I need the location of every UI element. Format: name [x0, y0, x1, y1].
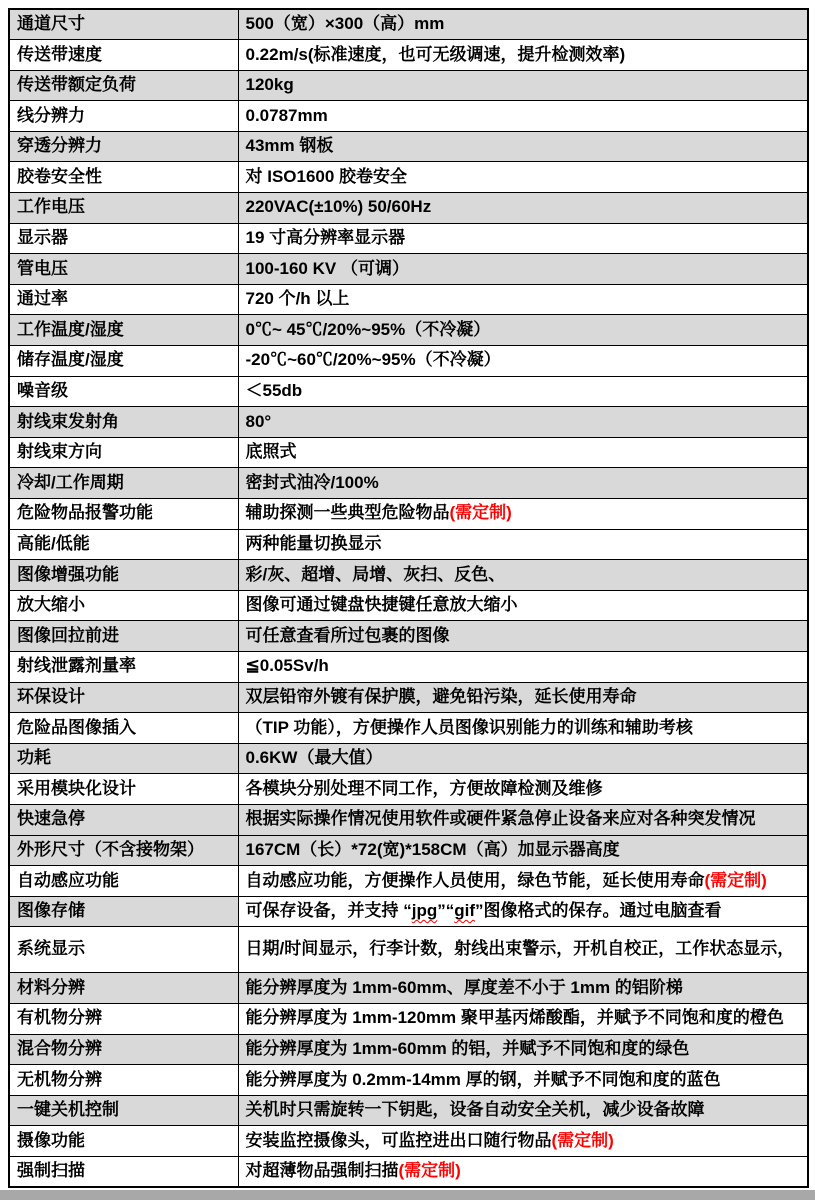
spec-label-cell: 图像存储 — [9, 896, 238, 927]
spec-value-text: 密封式油冷/100% — [245, 472, 379, 492]
table-row — [9, 651, 808, 682]
spec-label-cell: 通道尺寸 — [9, 9, 238, 40]
table-row — [9, 376, 808, 407]
spec-value-text: ”图像格式的保存。通过电脑查看 — [475, 901, 722, 921]
spec-value-text: 安装监控摄像头，可监控进出口随行物品 — [245, 1130, 552, 1150]
spec-value-cell — [238, 1126, 808, 1157]
spec-value-text: 底照式 — [245, 442, 297, 462]
spec-value-text: 0.22m/s(标准速度，也可无级调速，提升检测效率) — [245, 44, 626, 64]
spec-value-text: 自动感应功能，方便操作人员使用，绿色节能，延长使用寿命 — [245, 870, 705, 890]
spec-value-text: ”“ — [437, 901, 455, 921]
spec-value-text: 500（宽）×300（高）mm — [245, 14, 445, 34]
spec-value-cell — [238, 193, 808, 224]
spellcheck-underlined-text: jpg — [411, 901, 438, 921]
table-row — [9, 621, 808, 652]
spec-label-cell: 摄像功能 — [9, 1126, 238, 1157]
spec-value-cell — [238, 682, 808, 713]
spec-value-text: 可保存设备，并支持 “ — [245, 901, 412, 921]
spec-value-text: 辅助探测一些典型危险物品 — [245, 503, 450, 523]
table-row — [9, 193, 808, 224]
spec-label-cell: 显示器 — [9, 223, 238, 254]
table-row — [9, 866, 808, 897]
spec-value-cell — [238, 162, 808, 193]
spec-value-cell — [238, 70, 808, 101]
custom-required-note: (需定制) — [449, 503, 512, 523]
table-row — [9, 468, 808, 499]
table-row — [9, 774, 808, 805]
spec-label-cell: 工作温度/湿度 — [9, 315, 238, 346]
spec-value-cell — [238, 835, 808, 866]
spec-value-cell — [238, 499, 808, 530]
spec-label-cell: 射线束发射角 — [9, 407, 238, 438]
spec-value-text: 0.0787mm — [245, 105, 328, 125]
spec-label-cell: 管电压 — [9, 254, 238, 285]
spec-label-cell: 传送带速度 — [9, 40, 238, 71]
spec-value-cell — [238, 774, 808, 805]
table-row — [9, 284, 808, 315]
spec-value-text: 彩/灰、超增、局增、灰扫、反色、 — [245, 564, 506, 584]
table-row — [9, 973, 808, 1004]
spec-label-cell: 穿透分辨力 — [9, 131, 238, 162]
table-row — [9, 254, 808, 285]
spec-value-text: 对超薄物品强制扫描 — [245, 1161, 399, 1181]
spec-value-cell — [238, 590, 808, 621]
spec-label-cell: 冷却/工作周期 — [9, 468, 238, 499]
spec-value-cell — [238, 9, 808, 40]
page-bottom-strip — [0, 1190, 815, 1200]
spec-value-cell — [238, 101, 808, 132]
spec-label-cell: 危险物品报警功能 — [9, 499, 238, 530]
spec-label-cell: 自动感应功能 — [9, 866, 238, 897]
spec-value-text: 能分辨厚度为 1mm-120mm 聚甲基丙烯酸酯，并赋予不同饱和度的橙色 — [245, 1008, 784, 1028]
spec-label-cell: 胶卷安全性 — [9, 162, 238, 193]
spec-value-cell — [238, 1034, 808, 1065]
spec-label-cell: 快速急停 — [9, 804, 238, 835]
spec-label-cell: 图像增强功能 — [9, 560, 238, 591]
table-row — [9, 896, 808, 927]
table-row — [9, 437, 808, 468]
table-row — [9, 162, 808, 193]
spec-value-text: ＜55db — [245, 381, 303, 401]
table-row — [9, 40, 808, 71]
spellcheck-underlined-text: gif — [454, 901, 476, 921]
table-row — [9, 315, 808, 346]
spec-value-text: 对 ISO1600 胶卷安全 — [245, 166, 408, 186]
spec-value-cell — [238, 1003, 808, 1034]
table-row — [9, 1034, 808, 1065]
table-row — [9, 9, 808, 40]
spec-label-cell: 工作电压 — [9, 193, 238, 224]
table-row — [9, 1065, 808, 1096]
spec-value-text: 根据实际操作情况使用软件或硬件紧急停止设备来应对各种突发情况 — [245, 809, 756, 829]
table-row — [9, 743, 808, 774]
table-row — [9, 835, 808, 866]
spec-value-text: 167CM（长）*72(宽)*158CM（高）加显示器高度 — [245, 839, 620, 859]
spec-label-cell: 图像回拉前进 — [9, 621, 238, 652]
spec-label-cell: 外形尺寸（不含接物架） — [9, 835, 238, 866]
table-row — [9, 101, 808, 132]
table-row — [9, 223, 808, 254]
spec-value-text: 能分辨厚度为 0.2mm-14mm 厚的钢，并赋予不同饱和度的蓝色 — [245, 1069, 721, 1089]
spec-value-cell — [238, 346, 808, 377]
spec-value-cell — [238, 407, 808, 438]
spec-value-text: 43mm 钢板 — [245, 136, 334, 156]
table-row — [9, 1095, 808, 1126]
spec-value-text: 100-160 KV （可调） — [245, 258, 409, 278]
spec-value-cell — [238, 896, 808, 927]
spec-label-cell: 通过率 — [9, 284, 238, 315]
spec-value-text: 双层铅帘外镀有保护膜，避免铅污染，延长使用寿命 — [245, 686, 637, 706]
spec-value-cell — [238, 284, 808, 315]
spec-label-cell: 一键关机控制 — [9, 1095, 238, 1126]
spec-label-cell: 系统显示 — [9, 927, 238, 973]
spec-value-cell — [238, 1065, 808, 1096]
spec-label-cell: 储存温度/湿度 — [9, 346, 238, 377]
table-row — [9, 804, 808, 835]
spec-value-text: -20℃~60℃/20%~95%（不冷凝） — [245, 350, 501, 370]
spec-value-cell — [238, 713, 808, 744]
spec-value-text: 720 个/h 以上 — [245, 289, 350, 309]
spec-value-cell — [238, 560, 808, 591]
spec-value-cell — [238, 468, 808, 499]
table-row — [9, 529, 808, 560]
spec-label-cell: 射线束方向 — [9, 437, 238, 468]
spec-value-text: 19 寸高分辨率显示器 — [245, 228, 406, 248]
spec-value-cell — [238, 223, 808, 254]
table-row — [9, 346, 808, 377]
spec-value-cell — [238, 376, 808, 407]
spec-value-cell — [238, 866, 808, 897]
spec-label-cell: 危险品图像插入 — [9, 713, 238, 744]
spec-label-cell: 放大缩小 — [9, 590, 238, 621]
spec-value-text: 220VAC(±10%) 50/60Hz — [245, 197, 432, 217]
spec-value-cell — [238, 529, 808, 560]
spec-value-text: 0.6KW（最大值） — [245, 748, 383, 768]
table-row — [9, 1156, 808, 1187]
table-row — [9, 499, 808, 530]
spec-value-text: 120kg — [245, 75, 294, 95]
spec-value-text: 80° — [245, 411, 272, 431]
spec-table — [8, 8, 809, 1188]
custom-required-note: (需定制) — [398, 1161, 461, 1181]
spec-label-cell: 强制扫描 — [9, 1156, 238, 1187]
spec-value-cell — [238, 973, 808, 1004]
spec-label-cell: 有机物分辨 — [9, 1003, 238, 1034]
spec-value-text: 能分辨厚度为 1mm-60mm、厚度差不小于 1mm 的铝阶梯 — [245, 977, 683, 997]
table-row — [9, 131, 808, 162]
spec-label-cell: 无机物分辨 — [9, 1065, 238, 1096]
spec-value-cell — [238, 927, 808, 973]
table-row — [9, 1126, 808, 1157]
spec-value-cell — [238, 40, 808, 71]
spec-value-cell — [238, 1095, 808, 1126]
spec-label-cell: 功耗 — [9, 743, 238, 774]
spec-label-cell: 高能/低能 — [9, 529, 238, 560]
spec-value-text: 两种能量切换显示 — [245, 534, 382, 554]
spec-value-text: 日期/时间显示，行李计数，射线出束警示，开机自校正，工作状态显示， — [245, 939, 795, 959]
spec-label-cell: 射线泄露剂量率 — [9, 651, 238, 682]
table-row — [9, 682, 808, 713]
spec-value-text: ≦0.05Sv/h — [245, 656, 329, 676]
spec-value-cell — [238, 804, 808, 835]
custom-required-note: (需定制) — [704, 870, 767, 890]
spec-label-cell: 材料分辨 — [9, 973, 238, 1004]
table-row — [9, 1003, 808, 1034]
table-row — [9, 70, 808, 101]
spec-value-cell — [238, 651, 808, 682]
spec-value-text: （TIP 功能），方便操作人员图像识别能力的训练和辅助考核 — [245, 717, 693, 737]
spec-label-cell: 传送带额定负荷 — [9, 70, 238, 101]
spec-label-cell: 混合物分辨 — [9, 1034, 238, 1065]
spec-value-text: 0℃~ 45℃/20%~95%（不冷凝） — [245, 319, 491, 339]
spec-label-cell: 噪音级 — [9, 376, 238, 407]
spec-label-cell: 采用模块化设计 — [9, 774, 238, 805]
spec-value-text: 图像可通过键盘快捷键任意放大缩小 — [245, 595, 518, 615]
spec-value-text: 能分辨厚度为 1mm-60mm 的铝，并赋予不同饱和度的绿色 — [245, 1038, 690, 1058]
spec-table-body — [9, 9, 808, 1187]
spec-value-cell — [238, 254, 808, 285]
spec-value-cell — [238, 131, 808, 162]
table-row — [9, 927, 808, 973]
table-row — [9, 407, 808, 438]
spec-value-text: 各模块分别处理不同工作，方便故障检测及维修 — [245, 778, 603, 798]
spec-value-cell — [238, 743, 808, 774]
spec-value-cell — [238, 437, 808, 468]
custom-required-note: (需定制) — [551, 1130, 614, 1150]
table-row — [9, 590, 808, 621]
spec-value-cell — [238, 621, 808, 652]
spec-value-cell — [238, 315, 808, 346]
spec-value-text: 关机时只需旋转一下钥匙，设备自动安全关机，减少设备故障 — [245, 1100, 705, 1120]
spec-value-text: 可任意查看所过包裹的图像 — [245, 625, 450, 645]
table-row — [9, 713, 808, 744]
spec-value-cell — [238, 1156, 808, 1187]
table-row — [9, 560, 808, 591]
spec-label-cell: 线分辨力 — [9, 101, 238, 132]
spec-label-cell: 环保设计 — [9, 682, 238, 713]
